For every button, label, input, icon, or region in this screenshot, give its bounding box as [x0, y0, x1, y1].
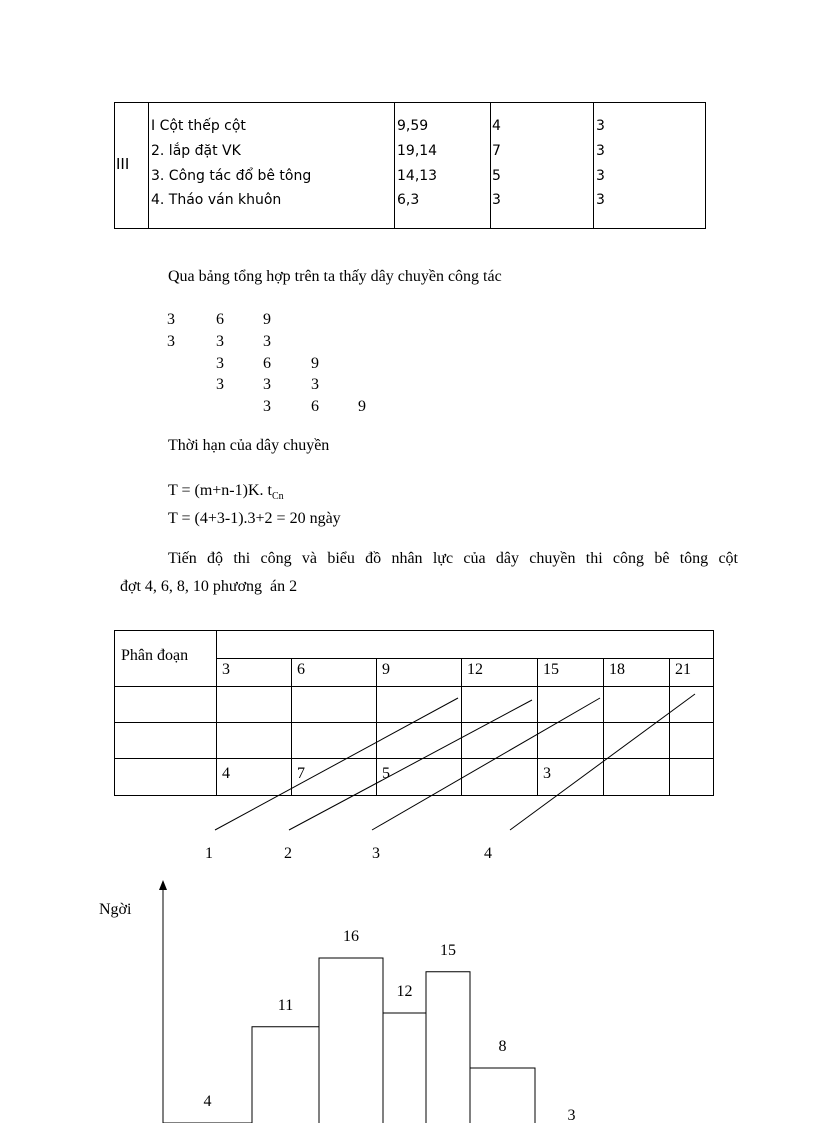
day-label: 18 [609, 661, 625, 678]
matrix-cell: 9 [358, 398, 366, 415]
line-label: 1 [205, 845, 213, 862]
volume-cell: 14,13 [397, 168, 438, 184]
day-label: 9 [382, 661, 390, 678]
formula-1-subscript: Cn [271, 491, 284, 503]
days-cell: 3 [596, 192, 605, 208]
workers-cell: 5 [492, 168, 501, 184]
day-label: 6 [297, 661, 305, 678]
day-label: 3 [222, 661, 230, 678]
matrix-cell: 3 [263, 398, 271, 415]
workers-cell: 3 [492, 192, 501, 208]
task-cell: 3. Công tác đổ bê tông [151, 168, 312, 184]
days-cell: 3 [596, 118, 605, 134]
histogram-value-label: 12 [396, 983, 413, 1000]
days-cell: 3 [596, 143, 605, 159]
volume-cell: 9,59 [397, 118, 429, 134]
volume-cell: 6,3 [397, 192, 420, 208]
paragraph-line-2: đợt 4, 6, 8, 10 phương án 2 [120, 578, 298, 595]
duration-heading: Thời hạn của dây chuyền [168, 437, 330, 454]
workers-cell: 4 [492, 118, 501, 134]
matrix-cell: 3 [216, 355, 224, 372]
matrix-cell: 3 [216, 376, 224, 393]
matrix-cell: 3 [311, 376, 319, 393]
volume-cell: 19,14 [397, 143, 438, 159]
matrix-cell: 6 [311, 398, 319, 415]
histogram-bar [319, 958, 383, 1123]
workers-label: 7 [297, 765, 305, 782]
day-label: 12 [467, 661, 483, 678]
line-label: 2 [284, 845, 292, 862]
line-label: 4 [484, 845, 492, 862]
histogram-bar [252, 1027, 319, 1123]
matrix-cell: 6 [263, 355, 271, 372]
line-label: 3 [372, 845, 380, 862]
matrix-cell: 3 [263, 333, 271, 350]
histogram-bar [470, 1068, 535, 1123]
intro-text: Qua bảng tổng hợp trên ta thấy dây chuyền công tác [168, 268, 502, 285]
days-cell: 3 [596, 168, 605, 184]
workers-label: 4 [222, 765, 230, 782]
matrix-cell: 6 [216, 311, 224, 328]
day-label: 21 [675, 661, 691, 678]
histogram-value-label: 4 [203, 1093, 212, 1110]
matrix-cell: 3 [216, 333, 224, 350]
matrix-cell: 3 [167, 311, 175, 328]
histogram-value-label: 3 [567, 1106, 576, 1124]
histogram-bar [383, 1013, 426, 1123]
task-cell: 2. lắp đặt VK [151, 143, 241, 159]
histogram-ylabel: Ngời [99, 901, 132, 918]
formula-1-main: T = (m+n-1)K. t [168, 482, 272, 499]
histogram-value-label: 11 [277, 996, 294, 1014]
matrix-cell: 9 [263, 311, 271, 328]
y-axis-arrow-icon [159, 880, 167, 890]
segment-header: Phân đoạn [121, 647, 189, 664]
task-cell: I Cột thếp cột [151, 118, 246, 134]
task-cell: 4. Tháo ván khuôn [151, 192, 282, 208]
day-label: 15 [543, 661, 559, 678]
group-label: III [116, 155, 130, 173]
workers-label: 3 [543, 765, 551, 782]
matrix-cell: 3 [167, 333, 175, 350]
formula-2: T = (4+3-1).3+2 = 20 ngày [168, 510, 341, 527]
workers-cell: 7 [492, 143, 501, 159]
histogram-bar [426, 972, 470, 1123]
matrix-cell: 3 [263, 376, 271, 393]
paragraph-line-1: Tiến độ thi công và biểu đồ nhân lực của dây chuyền thi công bê tông cột [168, 550, 738, 567]
histogram-value-label: 16 [343, 928, 359, 945]
histogram-value-label: 8 [498, 1038, 507, 1055]
matrix-cell: 9 [311, 355, 319, 372]
histogram-value-label: 15 [440, 941, 456, 959]
workers-label: 5 [382, 765, 390, 782]
